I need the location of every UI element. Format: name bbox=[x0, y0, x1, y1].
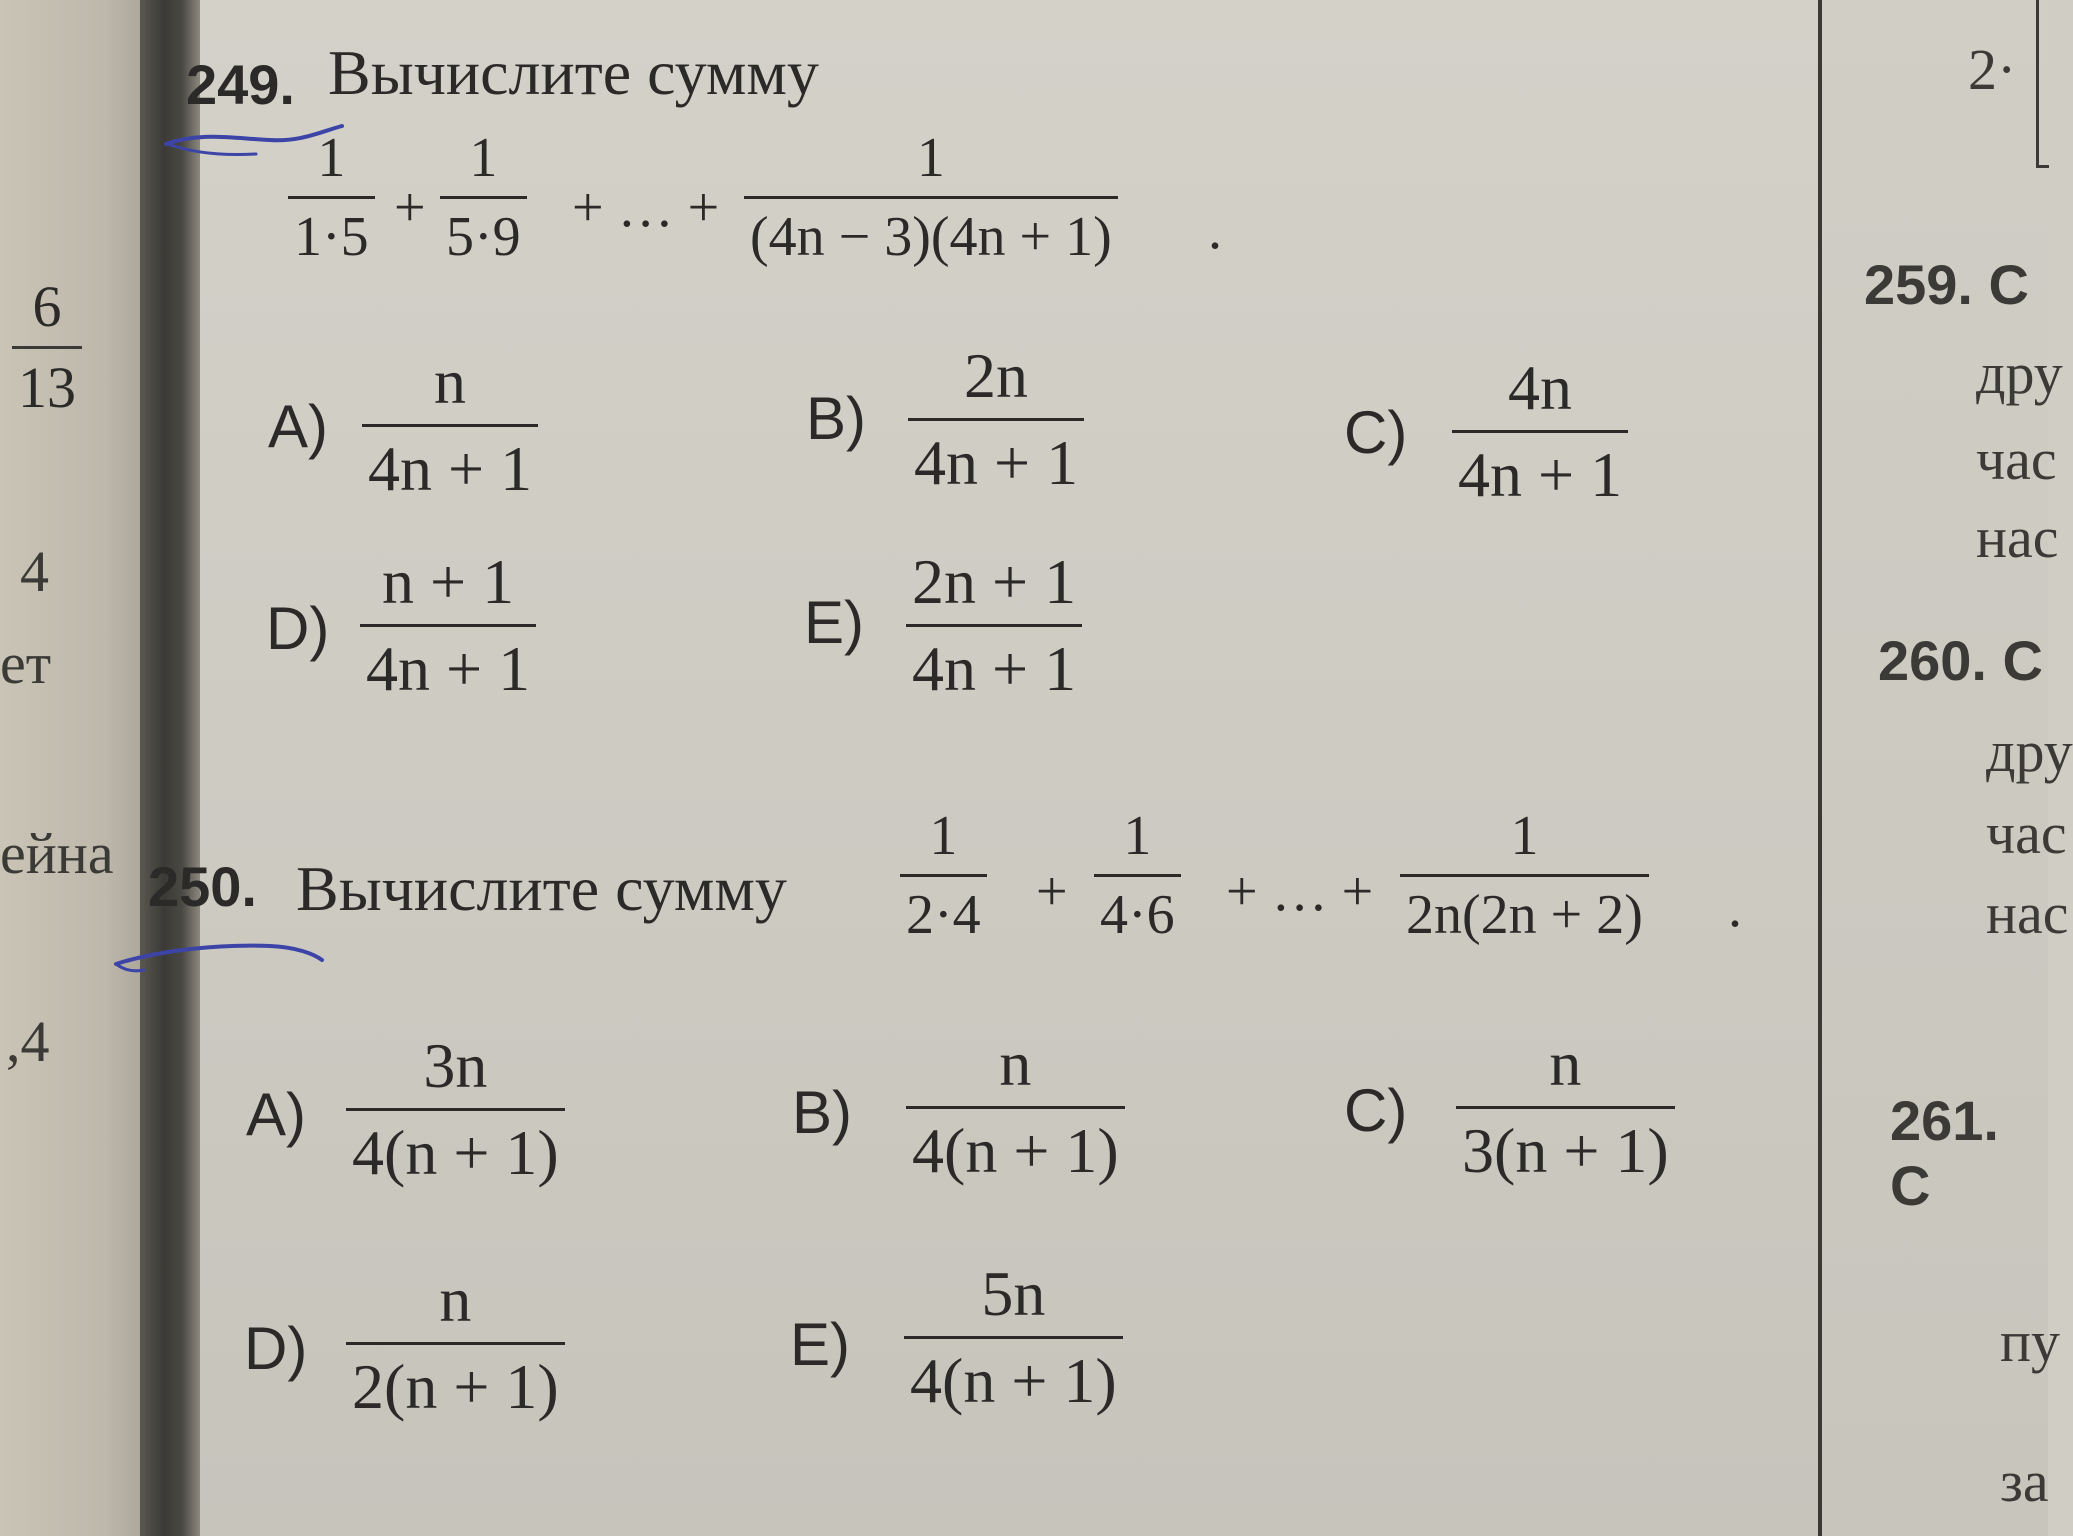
problem-250-title: Вычислите сумму bbox=[296, 853, 787, 924]
right-corner-box bbox=[2036, 0, 2049, 168]
right-edge-text: нас bbox=[1976, 505, 2059, 570]
pen-underline-250 bbox=[110, 930, 330, 976]
option-249-d-den: 4n + 1 bbox=[360, 624, 536, 701]
problem-249-term-last-den: (4n − 3)(4n + 1) bbox=[744, 196, 1118, 265]
option-250-a-den: 4(n + 1) bbox=[346, 1108, 565, 1185]
option-250-a-num: 3n bbox=[423, 1030, 488, 1101]
option-249-b-den: 4n + 1 bbox=[908, 418, 1084, 495]
option-249-a-fraction[interactable] bbox=[362, 346, 538, 504]
right-edge-text: дру bbox=[1976, 341, 2063, 406]
problem-250-term-2 bbox=[1094, 805, 1181, 946]
option-249-a-label[interactable]: A) bbox=[268, 393, 328, 460]
left-edge-text: ,4 bbox=[6, 1009, 50, 1074]
plus-sign: + bbox=[1036, 861, 1068, 923]
problem-249-term-1-den: 1·5 bbox=[288, 196, 375, 265]
option-249-b-label[interactable]: B) bbox=[806, 385, 866, 452]
problem-250-period: . bbox=[1728, 877, 1742, 939]
option-250-a-fraction[interactable] bbox=[346, 1030, 565, 1188]
left-edge-text: 4 bbox=[20, 539, 49, 604]
option-250-b-den: 4(n + 1) bbox=[906, 1106, 1125, 1183]
left-edge-text: ет bbox=[0, 631, 52, 696]
right-edge-text: пу bbox=[2000, 1309, 2061, 1374]
option-249-b-fraction[interactable] bbox=[908, 340, 1084, 498]
option-249-d-fraction[interactable] bbox=[360, 546, 536, 704]
right-edge-text: 2· bbox=[1968, 37, 2017, 102]
right-edge-text: час bbox=[1976, 427, 2057, 492]
option-250-c-num: n bbox=[1549, 1028, 1582, 1099]
option-249-d-num: n + 1 bbox=[382, 546, 515, 617]
problem-250-term-1-den: 2·4 bbox=[900, 874, 987, 943]
right-edge-text: за bbox=[2000, 1449, 2049, 1514]
problem-249-period: . bbox=[1208, 199, 1222, 261]
left-edge-text: ейна bbox=[0, 821, 114, 886]
option-249-a-num: n bbox=[434, 346, 467, 417]
column-divider-line bbox=[1818, 0, 1822, 1536]
option-249-e-fraction[interactable] bbox=[906, 546, 1082, 704]
problem-250-term-last-den: 2n(2n + 2) bbox=[1400, 874, 1649, 943]
option-250-e-num: 5n bbox=[981, 1258, 1046, 1329]
option-249-c-num: 4n bbox=[1508, 352, 1573, 423]
problem-250-term-last-num: 1 bbox=[1510, 805, 1539, 867]
option-250-d-label[interactable]: D) bbox=[244, 1315, 308, 1382]
problem-249-title: Вычислите сумму bbox=[328, 37, 819, 108]
left-edge-fraction-num: 6 bbox=[32, 274, 62, 339]
problem-250-term-last bbox=[1400, 805, 1649, 946]
problem-249-term-last bbox=[744, 127, 1118, 268]
option-250-c-label[interactable]: C) bbox=[1344, 1077, 1408, 1144]
right-edge-text: нас bbox=[1986, 881, 2069, 946]
option-250-b-num: n bbox=[999, 1028, 1032, 1099]
option-249-e-label[interactable]: E) bbox=[804, 589, 864, 656]
problem-249-term-2-num: 1 bbox=[469, 127, 498, 189]
option-250-d-num: n bbox=[439, 1264, 472, 1335]
option-250-a-label[interactable]: A) bbox=[246, 1081, 306, 1148]
problem-249-term-2 bbox=[440, 127, 527, 268]
option-250-d-den: 2(n + 1) bbox=[346, 1342, 565, 1419]
option-249-a-den: 4n + 1 bbox=[362, 424, 538, 501]
left-page-margin bbox=[0, 0, 150, 1536]
problem-249-ellipsis: + … + bbox=[572, 177, 720, 239]
option-249-e-num: 2n + 1 bbox=[912, 546, 1077, 617]
option-249-c-den: 4n + 1 bbox=[1452, 430, 1628, 507]
option-250-e-label[interactable]: E) bbox=[790, 1311, 850, 1378]
option-249-d-label[interactable]: D) bbox=[266, 595, 330, 662]
problem-249-number: 249. bbox=[186, 53, 295, 116]
right-edge-problem-number: 260. С bbox=[1878, 629, 2043, 692]
right-edge-problem-number: 259. С bbox=[1864, 253, 2029, 316]
right-edge-text: дру bbox=[1986, 719, 2073, 784]
book-spine-shadow bbox=[140, 0, 200, 1536]
option-250-d-fraction[interactable] bbox=[346, 1264, 565, 1422]
left-edge-fraction bbox=[12, 274, 82, 420]
problem-250-number: 250. bbox=[148, 855, 257, 918]
option-249-c-label[interactable]: C) bbox=[1344, 399, 1408, 466]
option-249-c-fraction[interactable] bbox=[1452, 352, 1628, 510]
left-edge-fraction-den: 13 bbox=[12, 346, 82, 417]
problem-250-term-2-den: 4·6 bbox=[1094, 874, 1181, 943]
option-250-b-label[interactable]: B) bbox=[792, 1079, 852, 1146]
option-250-b-fraction[interactable] bbox=[906, 1028, 1125, 1186]
right-edge-text: час bbox=[1986, 801, 2067, 866]
option-250-e-fraction[interactable] bbox=[904, 1258, 1123, 1416]
right-edge-problem-number: 261. С bbox=[1890, 1089, 1999, 1217]
problem-250-term-1 bbox=[900, 805, 987, 946]
problem-250-ellipsis: + … + bbox=[1226, 861, 1374, 923]
problem-249-term-last-num: 1 bbox=[916, 127, 945, 189]
problem-250-term-1-num: 1 bbox=[929, 805, 958, 867]
option-250-c-fraction[interactable] bbox=[1456, 1028, 1675, 1186]
plus-sign: + bbox=[394, 177, 426, 239]
pen-underline-249 bbox=[160, 118, 350, 168]
option-250-c-den: 3(n + 1) bbox=[1456, 1106, 1675, 1183]
problem-250-term-2-num: 1 bbox=[1123, 805, 1152, 867]
option-249-b-num: 2n bbox=[964, 340, 1029, 411]
option-250-e-den: 4(n + 1) bbox=[904, 1336, 1123, 1413]
problem-249-term-2-den: 5·9 bbox=[440, 196, 527, 265]
problem-249-term-1-num: 1 bbox=[317, 127, 346, 189]
option-249-e-den: 4n + 1 bbox=[906, 624, 1082, 701]
